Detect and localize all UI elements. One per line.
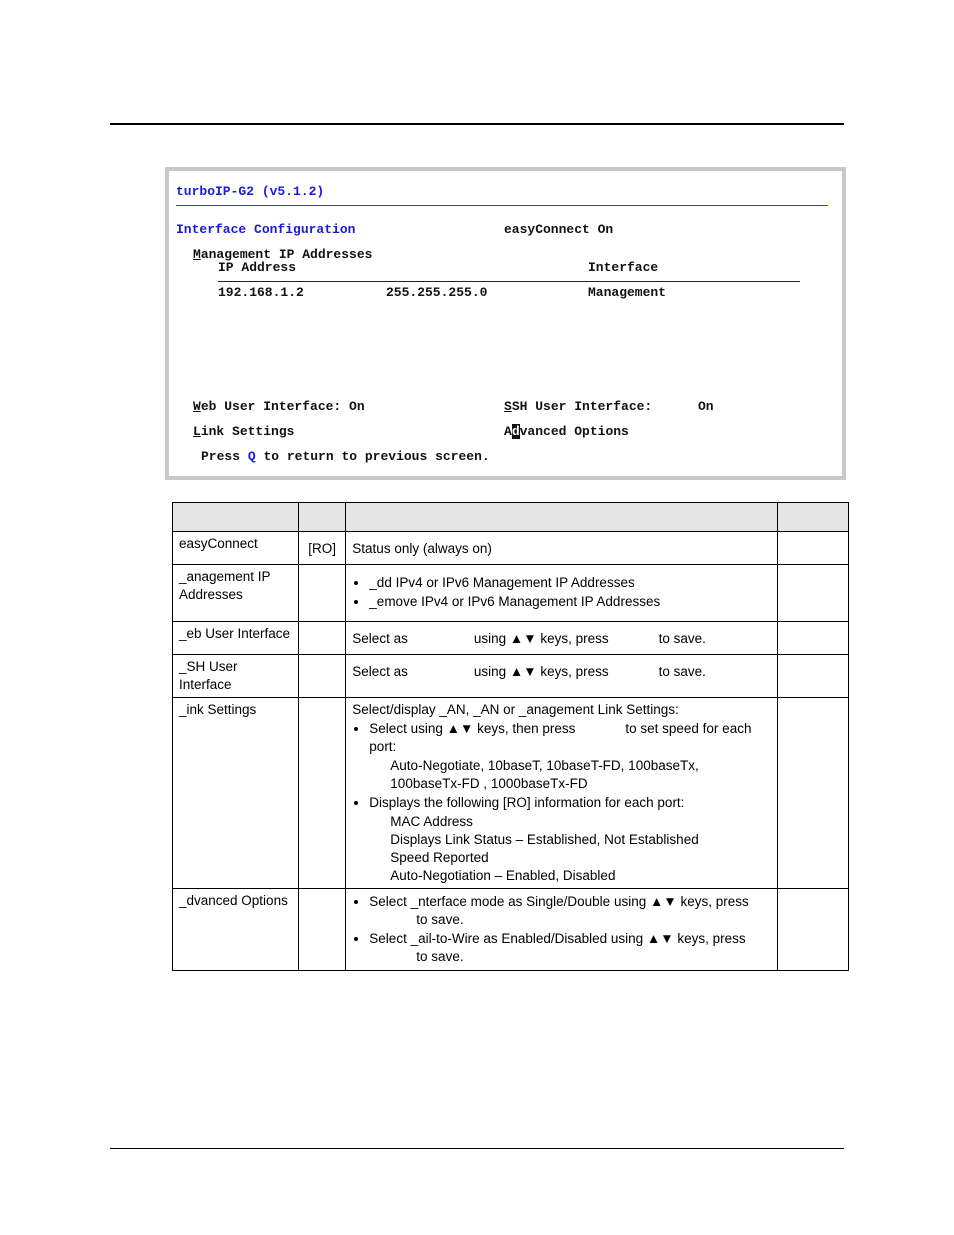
list-item: • _emove IPv4 or IPv6 Management IP Addresses [369,593,771,611]
desc-cell: Select as using ▲▼ keys, press to save. [346,622,778,655]
param-cell: _SH User Interface [173,655,299,698]
menu-link-settings[interactable]: Link Settings [193,424,295,439]
param-cell: _anagement IP Addresses [173,565,299,622]
desc-cell [346,889,778,971]
interface-value[interactable]: Management [588,285,667,300]
empty-cell [777,532,848,565]
info-item: Auto-Negotiation – Enabled, Disabled [390,868,616,883]
menu-ssh-user-interface[interactable]: SSH User Interface: [504,399,653,414]
header-cell [346,503,778,532]
terminal-title: turboIP-G2 (v5.1.2) [176,184,325,199]
param-cell: _ink Settings [173,698,299,889]
header-cell [777,503,848,532]
type-cell [298,889,345,971]
menu-advanced-options[interactable]: Advanced Options [504,424,629,439]
empty-cell [777,889,848,971]
list-item: • Displays the following [RO] information for each port: [369,794,771,812]
footer-rule [110,1148,844,1149]
column-interface: Interface [588,260,659,275]
list-item: • _dd IPv4 or IPv6 Management IP Addresses [369,574,771,592]
list-item: • Select _nterface mode as Single/Double using ▲▼ keys, press to save. [369,893,771,929]
list-item: • Select _ail-to-Wire as Enabled/Disabled using ▲▼ keys, press to save. [369,930,771,966]
desc-cell [346,565,778,622]
ip-address-value[interactable]: 192.168.1.2 [218,285,304,300]
empty-cell [777,622,848,655]
menu-management-ip[interactable]: Management IP Addresses [193,247,373,262]
ssh-status-value: On [698,399,714,414]
menu-web-user-interface[interactable]: Web User Interface: On [193,399,365,414]
table-row [173,565,849,622]
return-instruction: Press Q to return to previous screen. [201,449,490,464]
table-row [173,889,849,971]
desc-cell [346,698,778,889]
info-item: Speed Reported [390,850,489,865]
empty-cell [777,565,848,622]
table-row [173,698,849,889]
header-rule [110,123,844,125]
list-item: • Select using ▲▼ keys, then press to set speed for each port: [369,720,771,756]
terminal-screenshot [165,167,846,480]
type-cell [298,622,345,655]
title-divider [176,205,828,206]
type-cell [298,655,345,698]
easyconnect-status: easyConnect On [504,222,614,237]
table-row [173,622,849,655]
param-cell: easyConnect [173,532,299,565]
subnet-mask-value[interactable]: 255.255.255.0 [386,285,488,300]
table-header-row [173,503,849,532]
info-item: MAC Address [390,814,473,829]
param-cell: _dvanced Options [173,889,299,971]
type-cell [298,565,345,622]
header-cell [173,503,299,532]
speed-options: Auto-Negotiate, 10baseT, 10baseT-FD, 100baseTx, [390,758,699,773]
desc-cell: Status only (always on) [346,532,778,565]
empty-cell [777,655,848,698]
link-intro: Select/display _AN, _AN or _anagement Link Settings: [352,702,679,717]
table-row [173,655,849,698]
table-row [173,532,849,565]
desc-cell: Select as using ▲▼ keys, press to save. [346,655,778,698]
column-divider [218,281,800,282]
hotkey: M [193,247,201,262]
speed-options: 100baseTx-FD , 1000baseTx-FD [390,776,588,791]
type-cell [298,698,345,889]
empty-cell [777,698,848,889]
column-ip-address: IP Address [218,260,297,275]
parameter-table [172,502,849,971]
type-cell: [RO] [298,532,345,565]
info-item: Displays Link Status – Established, Not Established [390,832,699,847]
param-cell: _eb User Interface [173,622,299,655]
header-cell [298,503,345,532]
section-title: Interface Configuration [176,222,356,237]
return-key[interactable]: Q [247,449,256,464]
